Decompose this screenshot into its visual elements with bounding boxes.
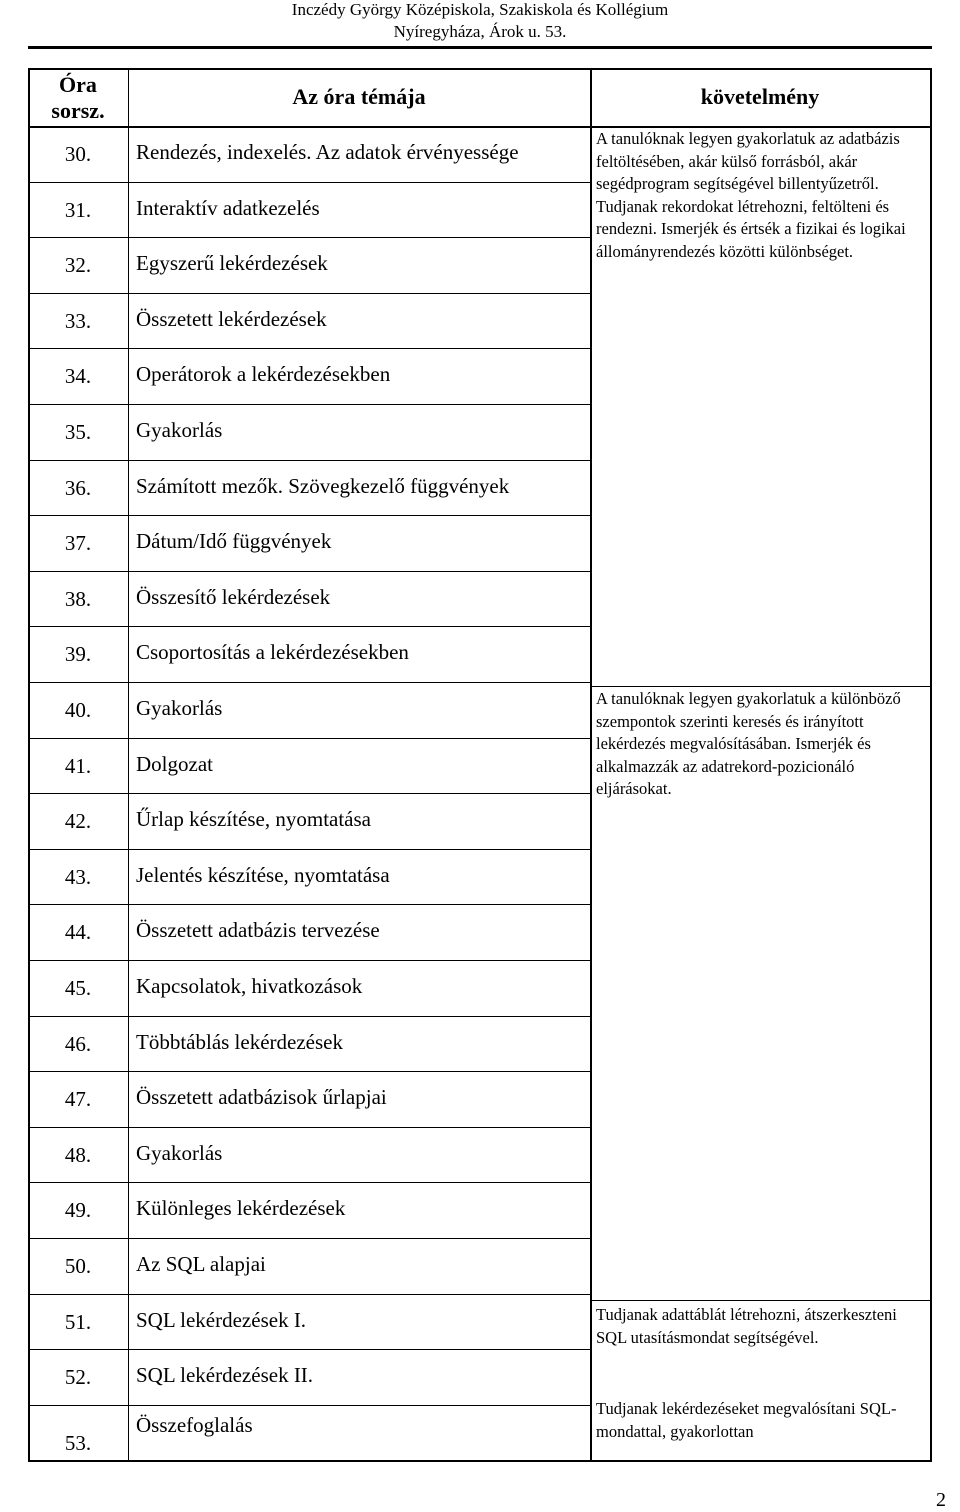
row-divider [28, 460, 590, 461]
row-number: 39. [64, 642, 92, 667]
page-number: 2 [936, 1489, 946, 1511]
row-number: 41. [64, 753, 92, 778]
col-header-num [28, 72, 128, 124]
row-divider [28, 738, 590, 739]
row-topic: Összefoglalás [136, 1412, 253, 1437]
col-header-num-line1: Óra [59, 72, 97, 97]
row-number: 31. [64, 197, 92, 222]
row-topic: Operátorok a lekérdezésekben [136, 362, 391, 387]
row-topic: Jelentés készítése, nyomtatása [136, 862, 390, 887]
row-number: 42. [64, 809, 92, 834]
row-topic: Űrlap készítése, nyomtatása [136, 807, 371, 832]
row-topic: Gyakorlás [136, 696, 223, 720]
row-number: 34. [64, 364, 92, 389]
col-header-num-line2: sorsz. [51, 98, 105, 123]
row-number: 53. [64, 1430, 92, 1455]
row-divider [28, 682, 590, 683]
row-number: 48. [64, 1142, 92, 1167]
row-divider [28, 1294, 590, 1295]
row-divider [28, 1238, 590, 1239]
col-header-requirement: követelmény [700, 84, 820, 109]
requirement-divider [591, 1300, 930, 1301]
school-address: Nyíregyháza, Árok u. 53. [393, 22, 567, 41]
row-divider [28, 1016, 590, 1017]
requirement-divider [591, 686, 930, 687]
row-number: 46. [64, 1031, 92, 1056]
row-topic: Összesítő lekérdezések [136, 584, 331, 609]
requirement-text-1: A tanulóknak legyen gyakorlatuk az adatbázis feltöltésében, akár külső forrásból, akár segédprogram segítségével billentyűzetről. Tudjanak rekordokat létrehozni, feltölteni és rendezni. Ismerjék és értsék a fizikai és logikai állományrendezés közötti különbséget. [596, 129, 906, 261]
header-divider [28, 46, 932, 49]
school-name: Inczédy György Középiskola, Szakiskola és Kollégium [291, 0, 669, 19]
row-divider [28, 1405, 590, 1406]
row-number: 43. [64, 864, 92, 889]
curriculum-table [28, 68, 932, 1462]
row-number: 47. [64, 1087, 92, 1112]
row-number: 38. [64, 586, 92, 611]
row-number: 35. [64, 420, 92, 444]
row-topic: Csoportosítás a lekérdezésekben [136, 640, 409, 665]
row-divider [28, 1349, 590, 1350]
row-divider [28, 1127, 590, 1128]
row-divider [28, 515, 590, 516]
requirement-text-2: A tanulóknak legyen gyakorlatuk a különböző szempontok szerinti keresés és irányított lekérdezés megvalósításában. Ismerjék és alkalmazzák az adatrekord-pozicionáló eljárásokat. [596, 689, 901, 799]
row-number: 50. [64, 1254, 92, 1278]
row-divider [28, 348, 590, 349]
row-topic: Összetett lekérdezések [136, 306, 327, 331]
requirement-text-3: Tudjanak adattáblát létrehozni, átszerkeszteni SQL utasításmondat segítségével. [596, 1305, 897, 1347]
row-topic: Rendezés, indexelés. Az adatok érvényessége [136, 140, 519, 164]
row-divider [28, 182, 590, 183]
row-topic: Összetett adatbázis tervezése [136, 918, 380, 943]
row-divider [28, 960, 590, 961]
row-topic: Többtáblás lekérdezések [136, 1029, 343, 1054]
row-divider [28, 571, 590, 572]
row-topic: Különleges lekérdezések [136, 1196, 346, 1221]
requirement-text-4: Tudjanak lekérdezéseket megvalósítani SQL-mondattal, gyakorlottan [596, 1399, 897, 1441]
row-topic: Összetett adatbázisok űrlapjai [136, 1085, 387, 1110]
row-number: 36. [64, 475, 92, 500]
row-topic: Az SQL alapjai [136, 1252, 266, 1276]
row-topic: Kapcsolatok, hivatkozások [136, 974, 363, 998]
row-divider [28, 293, 590, 294]
row-divider [28, 1182, 590, 1183]
col-header-topic: Az óra témája [292, 84, 426, 109]
row-topic: SQL lekérdezések I. [136, 1307, 307, 1332]
row-topic: Dolgozat [136, 751, 213, 776]
divider-num-topic [128, 68, 129, 1462]
row-divider [28, 793, 590, 794]
row-divider [28, 849, 590, 850]
row-divider [28, 404, 590, 405]
row-divider [28, 626, 590, 627]
row-number: 30. [64, 142, 92, 166]
row-topic: SQL lekérdezések II. [136, 1363, 314, 1388]
row-number: 40. [64, 698, 92, 722]
row-topic: Gyakorlás [136, 1140, 223, 1165]
row-number: 33. [64, 308, 92, 333]
row-divider [28, 904, 590, 905]
row-number: 44. [64, 920, 92, 945]
row-number: 32. [64, 253, 92, 278]
row-topic: Gyakorlás [136, 418, 223, 442]
row-topic: Számított mezők. Szövegkezelő függvények [136, 473, 510, 498]
row-number: 52. [64, 1365, 92, 1390]
row-divider [28, 237, 590, 238]
row-number: 45. [64, 976, 92, 1000]
row-number: 37. [64, 531, 92, 556]
row-number: 49. [64, 1198, 92, 1223]
row-topic: Egyszerű lekérdezések [136, 251, 328, 276]
row-divider [28, 1071, 590, 1072]
row-number: 51. [64, 1309, 92, 1334]
row-topic: Dátum/Idő függvények [136, 529, 332, 554]
row-topic: Interaktív adatkezelés [136, 195, 320, 220]
